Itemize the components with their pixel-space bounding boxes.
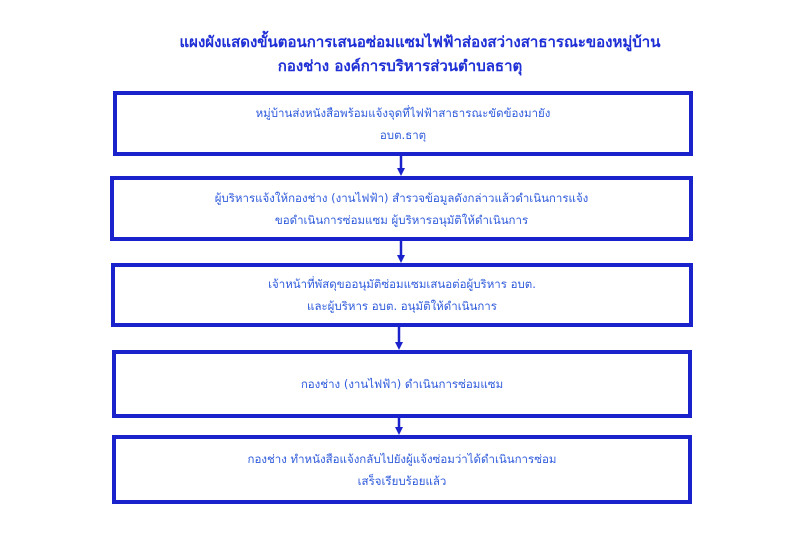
diagram-title: แผงผังแสดงขั้นตอนการเสนอซ่อมแซมไฟฟ้าส่องสว่างสาธารณะของหมู่บ้าน xyxy=(179,33,661,51)
step-box-5 xyxy=(112,435,692,504)
step-1-line-1: หมู่บ้านส่งหนังสือพร้อมแจ้งจุดที่ไฟฟ้าสาธารณะขัดข้องมายัง xyxy=(255,105,551,120)
step-2-line-2: ขอดำเนินการซ่อมแซม ผู้บริหารอนุมัติให้ดำเนินการ xyxy=(274,212,529,227)
step-box-2 xyxy=(110,176,693,241)
step-5-line-2: เสร็จเรียบร้อยแล้ว xyxy=(357,473,447,488)
step-2-line-1: ผู้บริหารแจ้งให้กองช่าง (งานไฟฟ้า) สำรวจข้อมูลดังกล่าวแล้วดำเนินการแจ้ง xyxy=(214,190,589,205)
step-3-line-2: และผู้บริหาร อบต. อนุมัติให้ดำเนินการ xyxy=(307,299,497,313)
step-4-line-1: กองช่าง (งานไฟฟ้า) ดำเนินการซ่อมแซม xyxy=(300,377,504,391)
step-1-line-2: อบต.ธาตุ xyxy=(379,127,427,142)
step-box-1 xyxy=(113,91,693,156)
diagram-subtitle: กองช่าง องค์การบริหารส่วนตำบลธาตุ xyxy=(277,57,523,75)
step-box-4 xyxy=(112,350,692,418)
step-box-3 xyxy=(111,263,693,327)
step-3-line-1: เจ้าหน้าที่พัสดุขออนุมัติซ่อมแซมเสนอต่อผู้บริหาร อบต. xyxy=(268,277,536,291)
step-5-line-1: กองช่าง ทำหนังสือแจ้งกลับไปยังผู้แจ้งซ่อมว่าได้ดำเนินการซ่อม xyxy=(247,451,557,466)
